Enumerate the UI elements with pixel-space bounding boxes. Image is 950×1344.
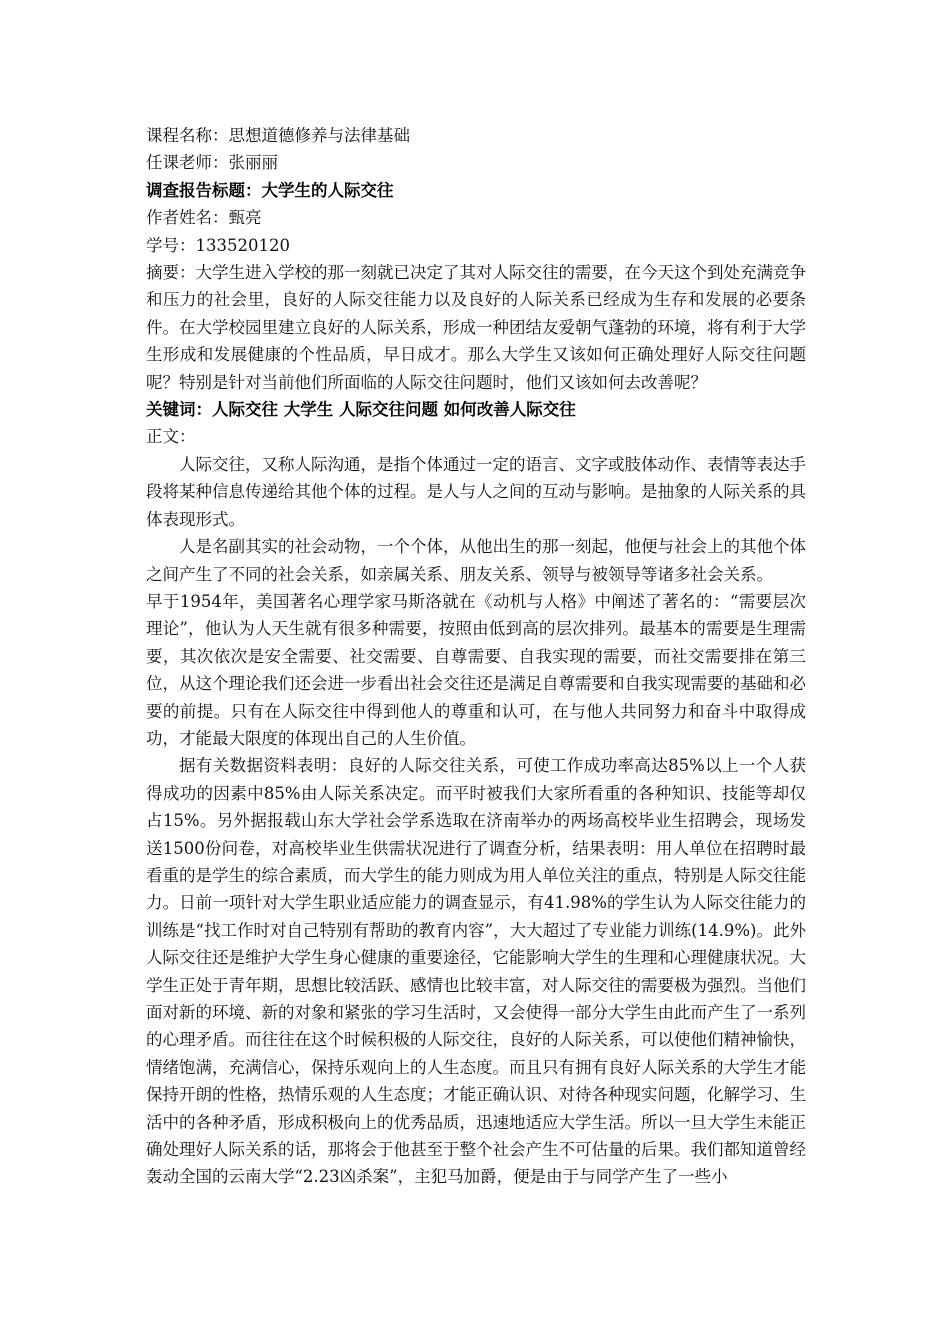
body-paragraph-2: 人是名副其实的社会动物，一个个体，从他出生的那一刻起，他便与社会上的其他个体之间产生了不同的社会关系，如亲属关系、朋友关系、领导与被领导等诸多社会关系。: [146, 537, 806, 584]
student-id: 学号：133520120: [146, 235, 290, 255]
body-paragraph-3: 早于1954年，美国著名心理学家马斯洛就在《动机与人格》中阐述了著名的：“需要层次理论”，他认为人天生就有很多种需要，按照由低到高的层次排列。最基本的需要是生理需要，其次依次是安全需要、社交需要、自尊需要、自我实现的需要，而社交需要排在第三位，从这个理论我们还会进一步看出社会交往还是满足自尊需要和自我实现需要的基础和必要的前提。只有在人际交往中得到他人的尊重和认可，在与他人共同努力和奋斗中取得成功，才能最大限度的体现出自己的人生价值。: [146, 591, 806, 748]
body-label: 正文：: [146, 427, 196, 447]
report-title: 调查报告标题：大学生的人际交往: [146, 180, 394, 200]
abstract: 摘要：大学生进入学校的那一刻就已决定了其对人际交往的需要，在今天这个到处充满竞争和压力的社会里，良好的人际交往能力以及良好的人际关系已经成为生存和发展的必要条件。在大学校园里建立良好的人际关系，形成一种团结友爱朝气蓬勃的环境，将有利于大学生形成和发展健康的个性品质，早日成才。那么大学生又该如何正确处理好人际交往问题呢？特别是针对当前他们所面临的人际交往问题时，他们又该如何去改善呢？: [146, 263, 806, 392]
teacher-name: 任课老师：张丽丽: [146, 153, 278, 173]
author-name: 作者姓名：甄亮: [146, 208, 262, 228]
course-name: 课程名称：思想道德修养与法律基础: [146, 126, 410, 145]
keywords: 关键词：人际交往 大学生 人际交往问题 如何改善人际交往: [146, 400, 576, 420]
body-paragraph-4: 据有关数据资料表明：良好的人际交往关系，可使工作成功率高达85%以上一个人获得成功的因素中85%由人际关系决定。而平时被我们大家所看重的各种知识、技能等却仅占15%。另外据报载山东大学社会学系选取在济南举办的两场高校毕业生招聘会，现场发送1500份问卷，对高校毕业生供需状况进行了调查分析，结果表明：用人单位在招聘时最看重的是学生的综合素质，而大学生的能力则成为用人单位关注的重点，特别是人际交往能力。日前一项针对大学生职业适应能力的调查显示，有41.98%的学生认为人际交往能力的训练是“找工作时对自己特别有帮助的教育内容”，大大超过了专业能力训练(14.9%)。此外人际交往还是维护大学生身心健康的重要途径，它能影响大学生的生理和心理健康状况。大学生正处于青年期，思想比较活跃、感情也比较丰富，对人际交往的需要极为强烈。当他们面对新的环境、新的对象和紧张的学习生活时，又会使得一部分大学生由此而产生了一系列的心理矛盾。而往往在这个时候积极的人际交往，良好的人际关系，可以使他们精神愉快，情绪饱满，充满信心，保持乐观向上的人生态度。而且只有拥有良好人际关系的大学生才能保持开朗的性格，热情乐观的人生态度；才能正确认识、对待各种现实问题，化解学习、生活中的各种矛盾，形成积极向上的优秀品质，迅速地适应大学生活。所以一旦大学生未能正确处理好人际关系的话，那将会于他甚至于整个社会产生不可估量的后果。我们都知道曾经轰动全国的云南大学“2.23凶杀案”，主犯马加爵，便是由于与同学产生了一些小: [146, 756, 806, 1187]
body-paragraph-1: 人际交往，又称人际沟通，是指个体通过一定的语言、文字或肢体动作、表情等表达手段将某种信息传递给其他个体的过程。是人与人之间的互动与影响。是抽象的人际关系的具体表现形式。: [146, 454, 806, 529]
document-page: [146, 122, 806, 1191]
